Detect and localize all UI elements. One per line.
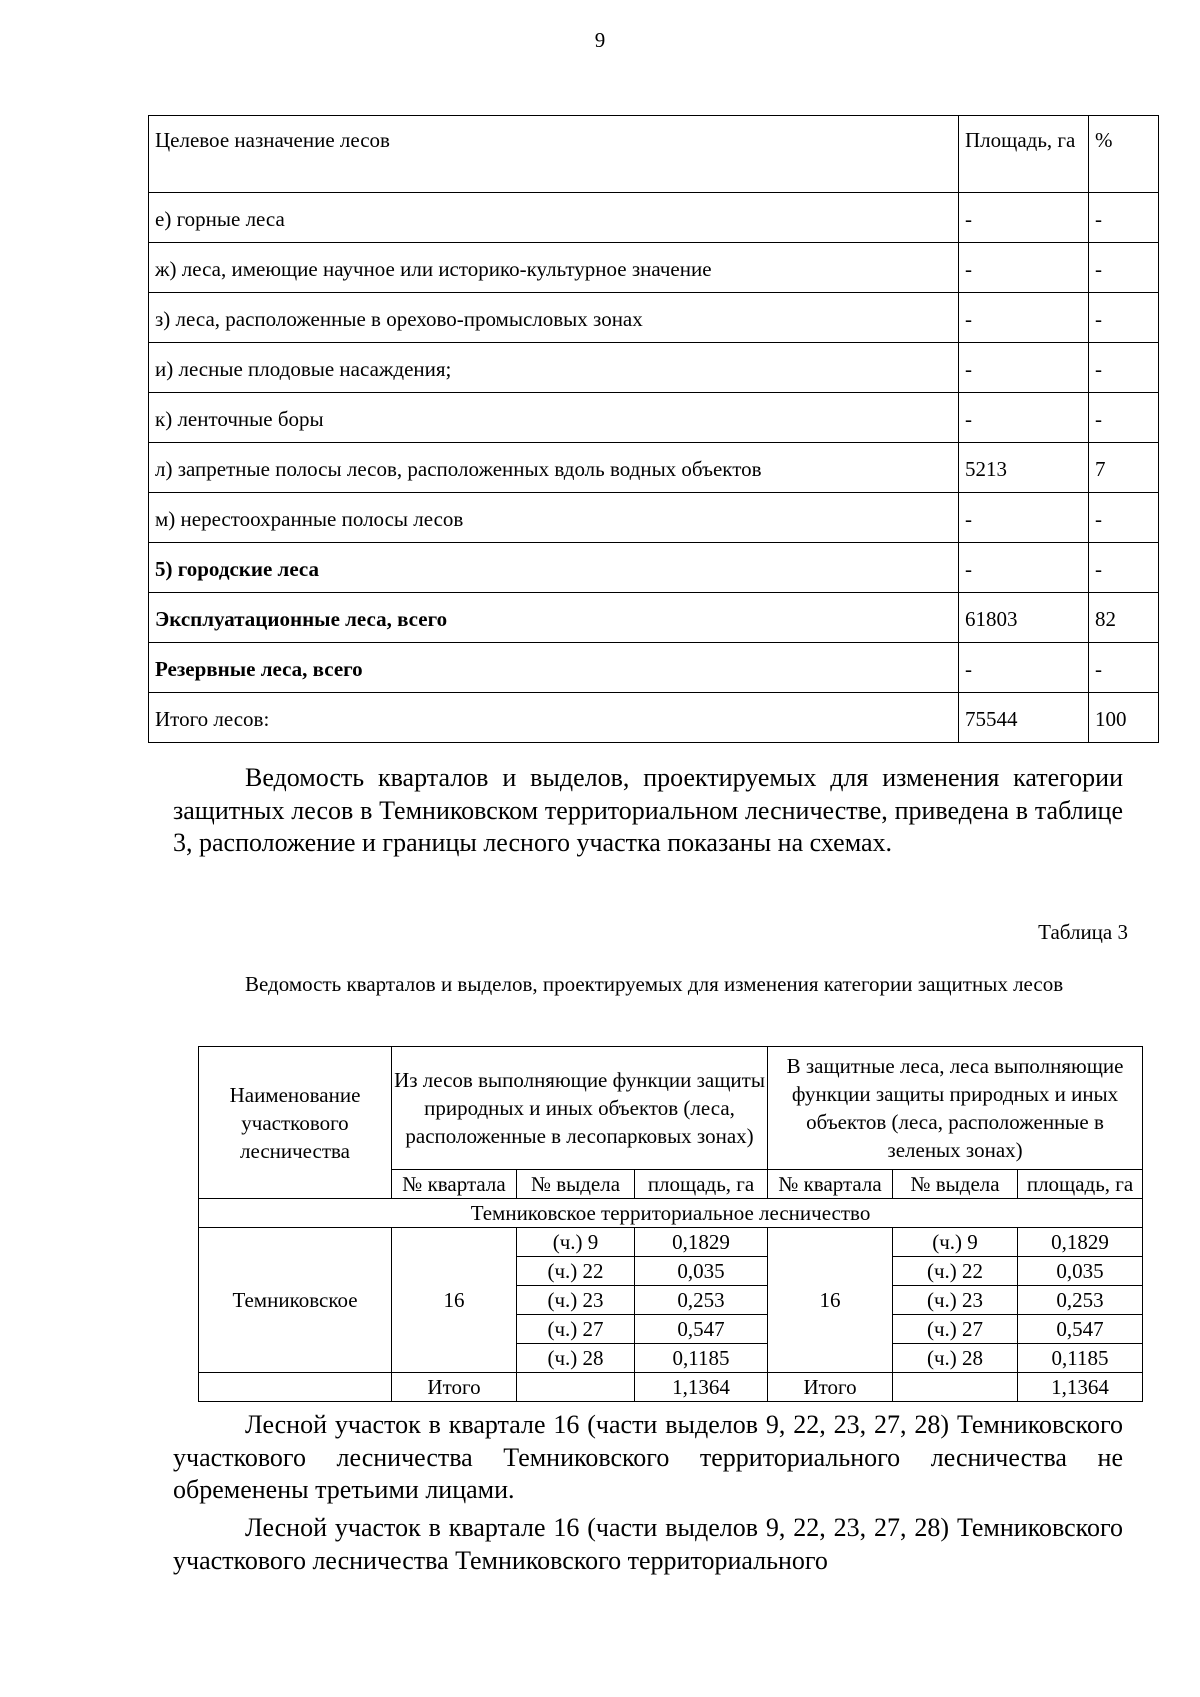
subheader-area: площадь, га [1018, 1170, 1143, 1199]
table-row [149, 443, 1159, 493]
row-percent: - [1089, 393, 1159, 443]
total-empty [893, 1373, 1018, 1402]
row-name: 5) городские леса [149, 543, 959, 593]
plot-from: (ч.) 28 [517, 1344, 635, 1373]
total-row [199, 1373, 1143, 1402]
paragraph-continued [173, 1512, 1123, 1577]
plot-to: (ч.) 22 [893, 1257, 1018, 1286]
row-percent: - [1089, 493, 1159, 543]
quarter-to: 16 [768, 1228, 893, 1373]
table-row [149, 243, 1159, 293]
row-area: - [959, 393, 1089, 443]
area-from: 0,1185 [635, 1344, 768, 1373]
table-row [149, 593, 1159, 643]
table-title [173, 970, 1123, 998]
row-percent: - [1089, 643, 1159, 693]
area-from: 0,253 [635, 1286, 768, 1315]
row-name: Резервные леса, всего [149, 643, 959, 693]
row-percent: - [1089, 343, 1159, 393]
plot-from: (ч.) 22 [517, 1257, 635, 1286]
row-name: е) горные леса [149, 193, 959, 243]
table-row [149, 493, 1159, 543]
row-area: - [959, 343, 1089, 393]
total-empty [517, 1373, 635, 1402]
row-percent: 100 [1089, 693, 1159, 743]
total-spacer [199, 1373, 392, 1402]
total-label-from: Итого [392, 1373, 517, 1402]
plot-from: (ч.) 9 [517, 1228, 635, 1257]
header-percent: % [1089, 116, 1159, 193]
forestry-name: Темниковское [199, 1228, 392, 1373]
row-name: з) леса, расположенные в орехово-промысловых зонах [149, 293, 959, 343]
plot-to: (ч.) 9 [893, 1228, 1018, 1257]
subheader-area: площадь, га [635, 1170, 768, 1199]
table-caption: Таблица 3 [1038, 920, 1128, 944]
area-to: 0,1185 [1018, 1344, 1143, 1373]
row-name: Эксплуатационные леса, всего [149, 593, 959, 643]
table-title-text: Ведомость кварталов и выделов, проектируемых для изменения категории защитных лесов [245, 972, 1064, 996]
row-percent: - [1089, 243, 1159, 293]
row-area: - [959, 543, 1089, 593]
region-row [199, 1199, 1143, 1228]
table-row [199, 1228, 1143, 1257]
row-name: м) нерестоохранные полосы лесов [149, 493, 959, 543]
paragraph-encumbrance [173, 1409, 1123, 1507]
region-name: Темниковское территориальное лесничество [199, 1199, 1143, 1228]
table-row [149, 293, 1159, 343]
header-group-from: Из лесов выполняющие функции защиты природных и иных объектов (леса, расположенные в лесопарковых зонах) [392, 1047, 768, 1170]
table-row [149, 343, 1159, 393]
table-row [149, 643, 1159, 693]
paragraph-statement [173, 762, 1123, 860]
row-area: 75544 [959, 693, 1089, 743]
row-percent: - [1089, 543, 1159, 593]
table-row [149, 693, 1159, 743]
plot-to: (ч.) 27 [893, 1315, 1018, 1344]
paragraph-text: Ведомость кварталов и выделов, проектируемых для изменения категории защитных лесов в Темниковском территориальном лесничестве, приведена в таблице 3, расположение и границы лесного участка показаны на схемах. [173, 763, 1123, 857]
quarter-from: 16 [392, 1228, 517, 1373]
total-area-to: 1,1364 [1018, 1373, 1143, 1402]
row-name: ж) леса, имеющие научное или историко-культурное значение [149, 243, 959, 293]
table-row [149, 543, 1159, 593]
row-percent: - [1089, 293, 1159, 343]
row-percent: 82 [1089, 593, 1159, 643]
plot-to: (ч.) 23 [893, 1286, 1018, 1315]
total-area-from: 1,1364 [635, 1373, 768, 1402]
header-group-to: В защитные леса, леса выполняющие функции защиты природных и иных объектов (леса, расположенные в зеленых зонах) [768, 1047, 1143, 1170]
row-name: л) запретные полосы лесов, расположенных вдоль водных объектов [149, 443, 959, 493]
forest-purpose-table [148, 115, 1159, 743]
paragraph-text: Лесной участок в квартале 16 (части выделов 9, 22, 23, 27, 28) Темниковского участкового лесничества Темниковского территориального [173, 1513, 1123, 1575]
row-name: к) ленточные боры [149, 393, 959, 443]
row-area: 61803 [959, 593, 1089, 643]
area-to: 0,035 [1018, 1257, 1143, 1286]
table-row [149, 393, 1159, 443]
subheader-quarter: № квартала [768, 1170, 893, 1199]
plot-from: (ч.) 27 [517, 1315, 635, 1344]
area-from: 0,035 [635, 1257, 768, 1286]
area-from: 0,1829 [635, 1228, 768, 1257]
area-from: 0,547 [635, 1315, 768, 1344]
header-forestry-name: Наименование участкового лесничества [199, 1047, 392, 1199]
area-to: 0,547 [1018, 1315, 1143, 1344]
header-purpose: Целевое назначение лесов [149, 116, 959, 193]
row-area: - [959, 193, 1089, 243]
table-row [149, 193, 1159, 243]
area-to: 0,1829 [1018, 1228, 1143, 1257]
table-header-row [149, 116, 1159, 193]
subheader-plot: № выдела [893, 1170, 1018, 1199]
row-name: Итого лесов: [149, 693, 959, 743]
table-header-row [199, 1047, 1143, 1170]
header-area: Площадь, га [959, 116, 1089, 193]
row-area: - [959, 643, 1089, 693]
page-number: 9 [594, 28, 606, 52]
paragraph-text: Лесной участок в квартале 16 (части выделов 9, 22, 23, 27, 28) Темниковского участкового лесничества Темниковского территориального лесничества не обременены третьими лицами. [173, 1410, 1123, 1504]
area-to: 0,253 [1018, 1286, 1143, 1315]
row-area: - [959, 243, 1089, 293]
row-area: - [959, 493, 1089, 543]
row-name: и) лесные плодовые насаждения; [149, 343, 959, 393]
row-area: 5213 [959, 443, 1089, 493]
row-area: - [959, 293, 1089, 343]
total-label-to: Итого [768, 1373, 893, 1402]
quarters-table [198, 1046, 1143, 1402]
subheader-quarter: № квартала [392, 1170, 517, 1199]
subheader-plot: № выдела [517, 1170, 635, 1199]
row-percent: - [1089, 193, 1159, 243]
row-percent: 7 [1089, 443, 1159, 493]
plot-from: (ч.) 23 [517, 1286, 635, 1315]
plot-to: (ч.) 28 [893, 1344, 1018, 1373]
